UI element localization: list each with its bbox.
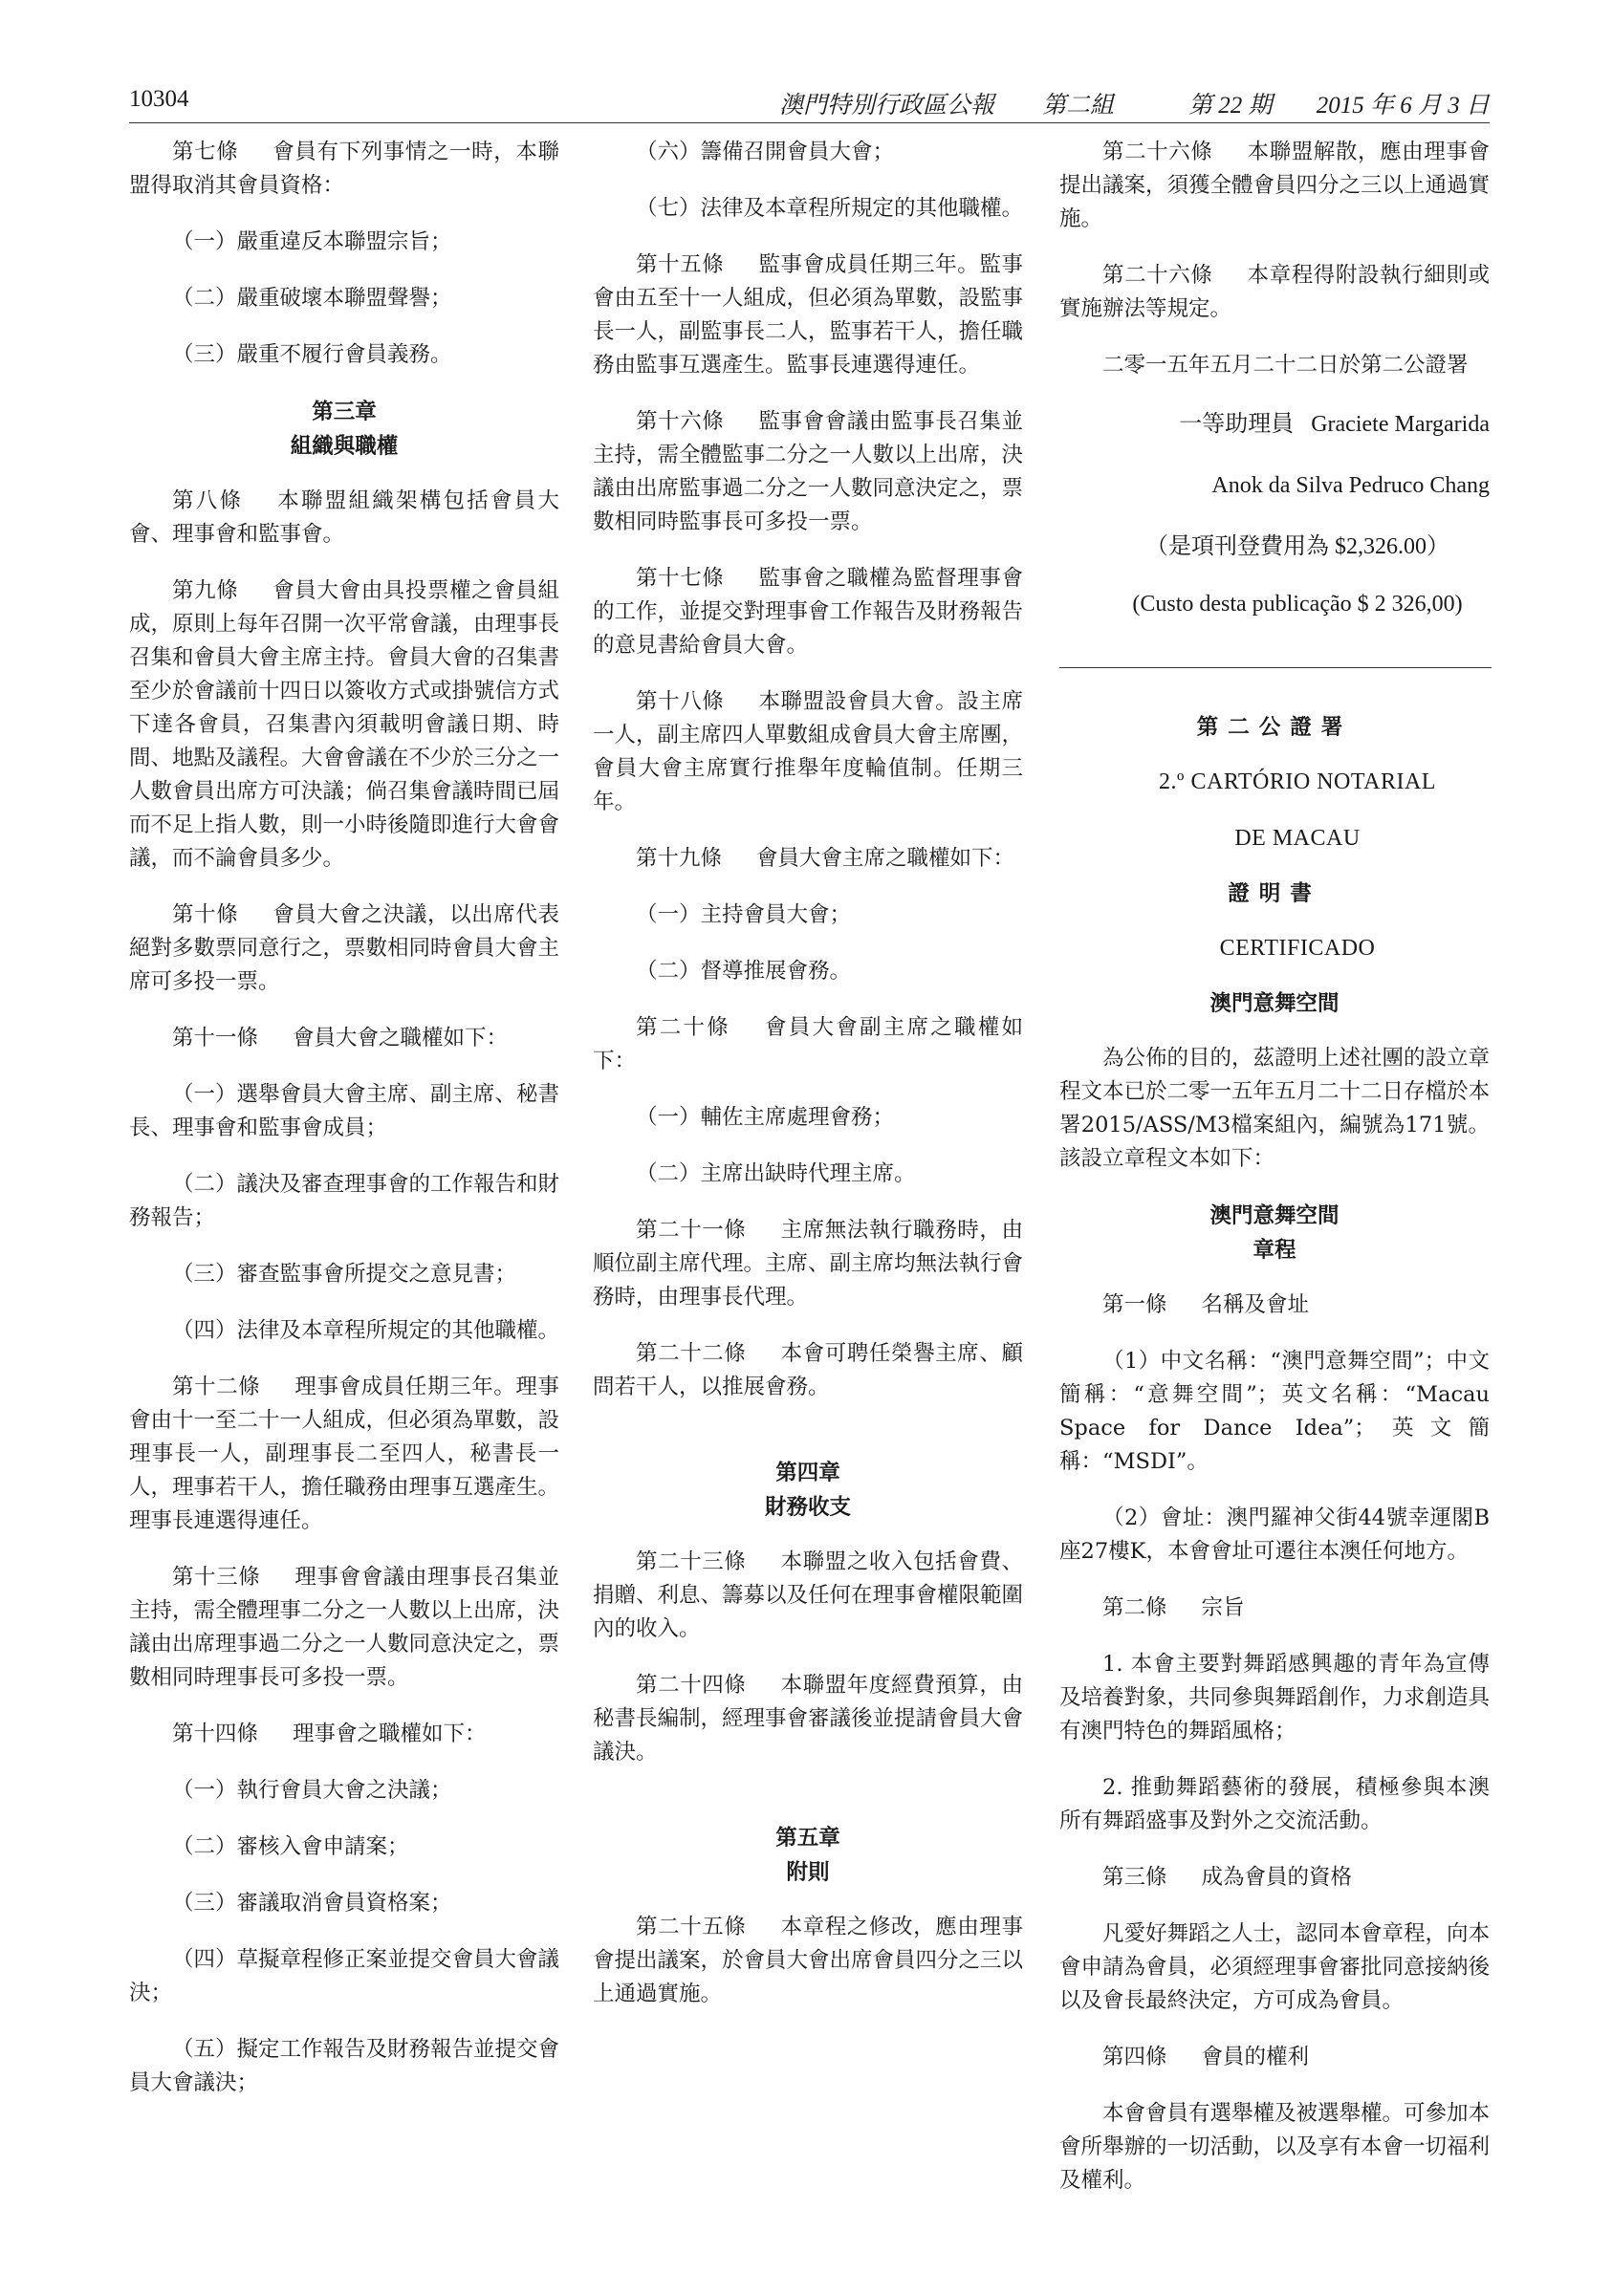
statute-article-2-p1: 1. 本會主要對舞蹈感興趣的青年為宣傳及培養對象，共同參與舞蹈創作，力求創造具有澳門特色的舞蹈風格； [1059,1652,1491,1744]
article-14-item: （六）籌備召開會員大會； [636,140,895,164]
statute-article-4-p1: 本會會員有選舉權及被選舉權。可參加本會所舉辦的一切活動，以及享有本會一切福利及權利。 [1059,2101,1491,2193]
chapter-3-title: 第三章 [312,400,377,424]
article-15: 第十五條 監事會成員任期三年。監事會由五至十一人組成，但必須為單數，設監事長一人，副監事長二人，監事若干人，擔任職務由監事互選產生。監事長連選得連任。 [593,252,1024,378]
statute-article-1-p2: （2）會址：澳門羅神父街44號幸運閣B座27樓K，本會會址可遷往本澳任何地方。 [1059,1505,1490,1564]
article-19: 第十九條 會員大會主席之職權如下： [636,846,1015,871]
statute-article-2-p2: 2. 推動舞蹈藝術的發展，積極參與本澳所有舞蹈盛事及對外之交流活動。 [1059,1775,1490,1833]
article-11-item: （三）審查監事會所提交之意見書； [172,1262,517,1287]
certificate-title-pt: CERTIFICADO [1219,936,1376,961]
fee-chinese: （是項刊登費用為 $2,326.00） [1145,534,1449,559]
header-rule [129,122,1490,123]
article-19-item: （一）主持會員大會； [636,902,852,927]
article-13: 第十三條 理事會會議由理事長召集並主持，需全體理事二分之一人數以上出席，決議由出席理事過二分之一人數同意決定之，票數相同時理事長可多投一票。 [129,1565,560,1690]
article-14-item: （七）法律及本章程所規定的其他職權。 [636,196,1024,221]
publication-title: 澳門特別行政區公報 第二組 [779,93,1115,119]
statute-title: 章程 [1253,1238,1296,1263]
article-20: 第二十條 會員大會副主席之職權如下： [593,1015,1023,1073]
fee-portuguese: (Custo desta publicação $ 2 326,00) [1132,592,1463,617]
certificate-title: 證明書 [1228,881,1321,906]
article-7-item: （一）嚴重違反本聯盟宗旨； [172,229,452,254]
article-8: 第八條 本聯盟組織架構包括會員大會、理事會和監事會。 [129,488,559,547]
article-24: 第二十四條 本聯盟年度經費預算，由秘書長編制，經理事會審議後並提請會員大會議決。 [593,1673,1024,1765]
certificate-intro: 為公佈的目的，茲證明上述社團的設立章程文本已於二零一五年五月二十二日存檔於本署2015/ASS/M3檔案組內，編號為171號。該設立章程文本如下： [1059,1046,1491,1171]
article-16: 第十六條 監事會會議由監事長召集並主持，需全體監事二分之一人數以上出席，決議由出席監事過二分之一人數同意決定之，票數相同時監事長可多投一票。 [593,409,1024,534]
article-12: 第十二條 理事會成員任期三年。理事會由十一至二十一人組成，但必須為單數，設理事長一人，副理事長二至四人，秘書長一人，理事若干人，擔任職務由理事互選產生。理事長連選得連任。 [129,1375,560,1533]
issue-number: 第 22 期 [1187,93,1273,119]
issue-date [1150,86,1490,120]
page-number: 10304 [129,86,189,112]
statute-article-4: 第四條 會員的權利 [1102,2045,1310,2069]
column-3 [1059,136,1490,2220]
statute-article-2: 第二條 宗旨 [1102,1595,1245,1620]
chapter-3-subtitle: 組織與職權 [290,434,399,459]
article-26a: 第二十六條 本聯盟解散，應由理事會提出議案，須獲全體會員四分之三以上通過實施。 [1059,140,1491,231]
notary-office-pt-2: DE MACAU [1234,826,1361,851]
statute-article-1-p1: （1）中文名稱：“澳門意舞空間”；中文簡稱：“意舞空間”；英文名稱：“Macau Space for Dance Idea”；英文簡稱：“MSDI”。 [1059,1349,1490,1474]
article-14-item: （二）審核入會申請案； [172,1834,409,1859]
article-14-item: （四）草擬章程修正案並提交會員大會議決； [129,1947,560,2005]
chapter-4-title: 第四章 [775,1461,840,1485]
article-7-item: （二）嚴重破壞本聯盟聲譽； [172,286,452,311]
article-11-item: （二）議決及審查理事會的工作報告和財務報告； [129,1172,560,1230]
article-23: 第二十三條 本聯盟之收入包括會費、捐贈、利息、籌募以及任何在理事會權限範圍內的收入。 [593,1549,1024,1641]
statute-article-3-p1: 凡愛好舞蹈之人士，認同本會章程，向本會申請為會員，必須經理事會審批同意接納後以及會長最終決定，方可成為會員。 [1059,1921,1491,2013]
article-9: 第九條 會員大會由具投票權之會員組成，原則上每年召開一次平常會議，由理事長召集和會員大會主席主持。會員大會的召集書至少於會議前十四日以簽收方式或掛號信方式下達各會員，召集書內須載明會議日期、時間、地點及議程。大會會議在不少於三分之一人數會員出席方可決議；倘召集會議時間已屆而不足上指人數，則一小時後隨即進行大會會議，而不論會員多少。 [129,578,560,871]
publication-date: 2015 年 6 月 3 日 [1316,93,1490,119]
article-26b: 第二十六條 本章程得附設執行細則或實施辦法等規定。 [1059,263,1490,321]
column-2 [593,136,1023,2034]
organization-name-2: 澳門意舞空間 [1209,1203,1340,1228]
signer-name-2: Anok da Silva Pedruco Chang [1211,473,1490,498]
chapter-4-subtitle: 財務收支 [764,1495,851,1520]
article-25: 第二十五條 本章程之修改，應由理事會提出議案，於會員大會出席會員四分之三以上通過實施。 [593,1915,1024,2006]
article-7: 第七條 會員有下列事情之一時，本聯盟得取消其會員資格： [129,140,559,198]
article-11-item: （四）法律及本章程所規定的其他職權。 [172,1318,560,1343]
article-14-item: （五）擬定工作報告及財務報告並提交會員大會議決； [129,2037,560,2095]
article-11: 第十一條 會員大會之職權如下： [172,1026,509,1051]
article-11-item: （一）選舉會員大會主席、副主席、秘書長、理事會和監事會成員； [129,1082,560,1140]
article-10: 第十條 會員大會之決議，以出席代表絕對多數票同意行之，票數相同時會員大會主席可多投一票。 [129,902,560,994]
article-21: 第二十一條 主席無法執行職務時，由順位副主席代理。主席、副主席均無法執行會務時，由理事長代理。 [593,1218,1024,1310]
article-20-item: （二）主席出缺時代理主席。 [636,1161,916,1186]
notary-office-title: 第二公證署 [1196,715,1353,740]
organization-name: 澳門意舞空間 [1209,991,1340,1016]
article-17: 第十七條 監事會之職權為監督理事會的工作，並提交對理事會工作報告及財務報告的意見書給會員大會。 [593,566,1024,658]
chapter-5-title: 第五章 [775,1826,840,1851]
article-14-item: （一）執行會員大會之決議； [172,1778,452,1803]
column-1 [129,136,559,2123]
article-7-item: （三）嚴重不履行會員義務。 [172,342,452,367]
article-20-item: （一）輔佐主席處理會務； [636,1105,895,1130]
chapter-5-subtitle: 附則 [786,1860,830,1885]
statute-article-1: 第一條 名稱及會址 [1102,1292,1310,1317]
article-18: 第十八條 本聯盟設會員大會。設主席一人，副主席四人單數組成會員大會主席團，會員大會主席實行推舉年度輪值制。任期三年。 [593,689,1024,814]
section-separator [1059,667,1492,668]
notary-date-line: 二零一五年五月二十二日於第二公證署 [1102,353,1469,378]
statute-article-3: 第三條 成為會員的資格 [1102,1865,1353,1890]
signer-line [1059,405,1490,444]
article-14-item: （三）審議取消會員資格案； [172,1891,452,1916]
signer-title: 一等助理員 [1179,412,1295,437]
signer-name-1: Graciete Margarida [1311,412,1490,437]
article-14: 第十四條 理事會之職權如下： [172,1722,487,1746]
article-22: 第二十二條 本會可聘任榮譽主席、顧問若干人，以推展會務。 [593,1341,1023,1399]
page-header [129,86,1490,124]
article-19-item: （二）督導推展會務。 [636,959,852,984]
notary-office-pt-1: 2.º CARTÓRIO NOTARIAL [1159,769,1436,794]
